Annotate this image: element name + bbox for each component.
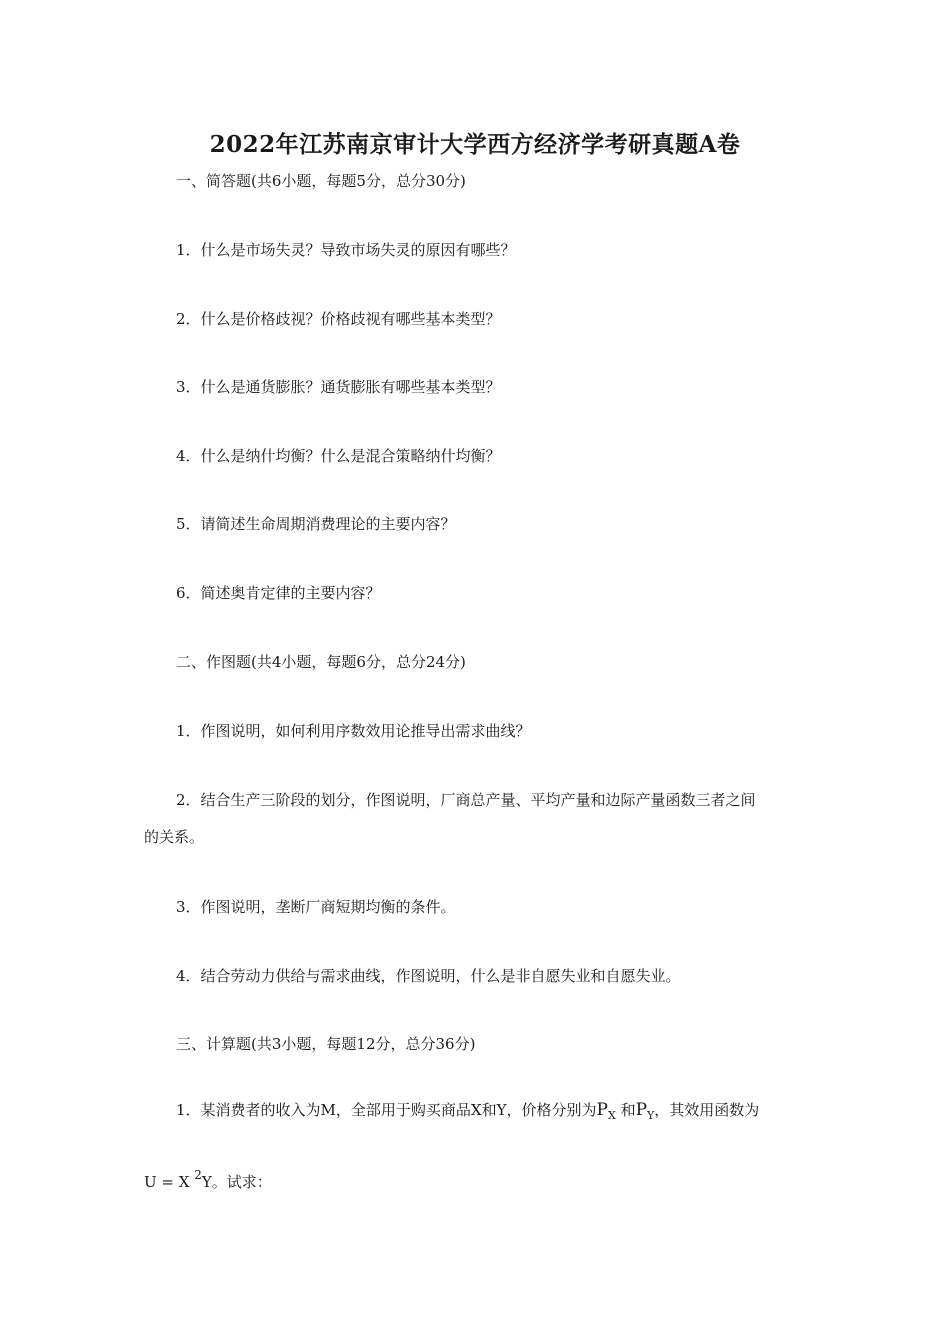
section-1-question-4: 4．什么是纳什均衡？什么是混合策略纳什均衡？	[176, 447, 501, 465]
section-2-question-2-continued: 的关系。	[144, 828, 205, 846]
section-2-question-1: 1．作图说明，如何利用序数效用论推导出需求曲线？	[176, 722, 531, 740]
section-2-question-4: 4．结合劳动力供给与需求曲线，作图说明，什么是非自愿失业和自愿失业。	[176, 967, 681, 985]
section-2-heading: 二、作图题(共4小题，每题6分，总分24分)	[176, 653, 466, 671]
section-1-question-3: 3．什么是通货膨胀？通货膨胀有哪些基本类型？	[176, 378, 501, 396]
section-2-question-2: 2．结合生产三阶段的划分，作图说明，厂商总产量、平均产量和边际产量函数三者之间	[176, 791, 756, 809]
q1-and: 和	[615, 1101, 636, 1119]
section-1-question-6: 6．简述奥肯定律的主要内容？	[176, 584, 381, 602]
section-3-question-1	[176, 1099, 759, 1122]
subscript-x: X	[607, 1109, 616, 1122]
q1-text-end: ，其效用函数为	[654, 1101, 760, 1119]
utility-function-line	[144, 1168, 272, 1192]
document-title: 2022年江苏南京审计大学西方经济学考研真题A卷	[209, 131, 741, 158]
section-3-heading: 三、计算题(共3小题，每题12分，总分36分)	[176, 1035, 476, 1053]
subscript-y: Y	[647, 1109, 655, 1122]
section-1-question-5: 5．请简述生命周期消费理论的主要内容？	[176, 515, 456, 533]
section-2-question-3: 3．作图说明，垄断厂商短期均衡的条件。	[176, 898, 456, 916]
utility-left: U = X	[144, 1173, 195, 1191]
q1-text-start: 1．某消费者的收入为M，全部用于购买商品X和Y，价格分别为	[176, 1101, 597, 1119]
price-symbol-px: P	[596, 1100, 608, 1120]
price-symbol-py: P	[635, 1100, 648, 1120]
superscript-2: 2	[194, 1168, 202, 1182]
utility-right: Y。试求：	[201, 1173, 272, 1191]
section-1-question-2: 2．什么是价格歧视？价格歧视有哪些基本类型？	[176, 310, 501, 328]
section-1-question-1: 1．什么是市场失灵？导致市场失灵的原因有哪些？	[176, 241, 516, 259]
section-1-heading: 一、简答题(共6小题，每题5分，总分30分)	[176, 172, 466, 190]
